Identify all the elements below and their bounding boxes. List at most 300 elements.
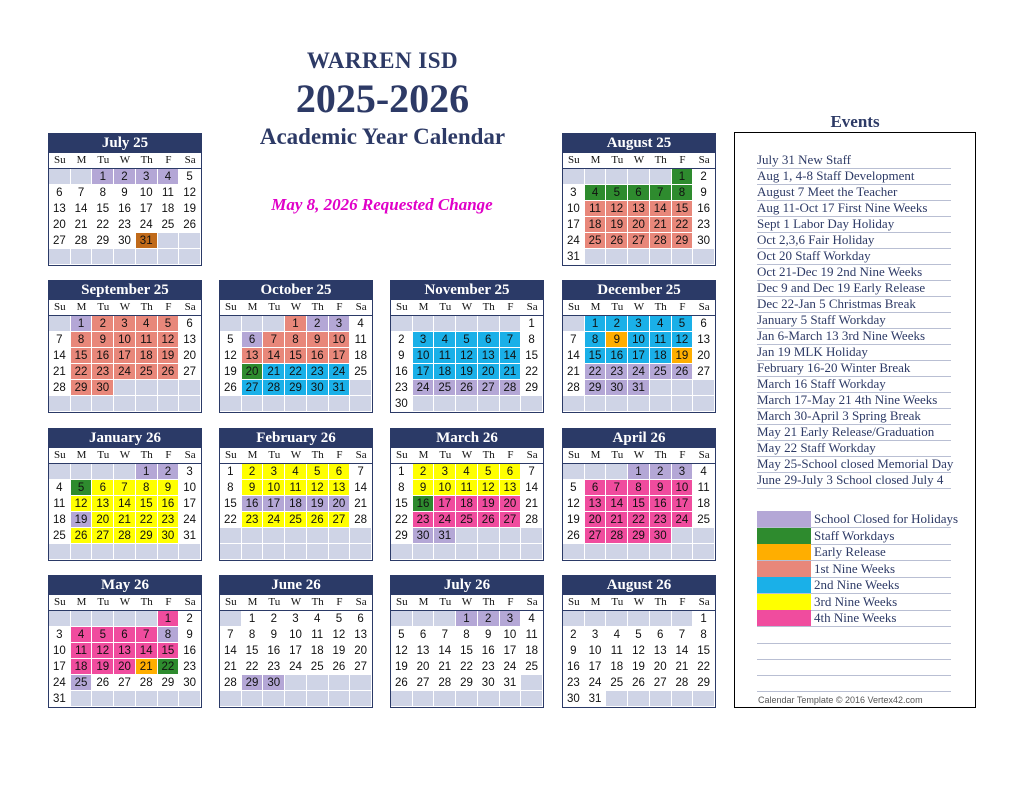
day-cell: 18 — [521, 643, 543, 659]
weekday-header: Tu — [606, 448, 628, 464]
empty-cell — [563, 169, 585, 185]
day-cell: 3 — [285, 611, 307, 627]
day-cell: 21 — [263, 364, 285, 380]
empty-cell — [478, 691, 500, 707]
day-cell: 1 — [391, 464, 413, 480]
legend-item — [757, 511, 959, 528]
day-cell: 1 — [521, 316, 543, 332]
weekday-header: Su — [49, 300, 71, 316]
day-cell: 23 — [114, 217, 136, 233]
empty-cell — [49, 249, 71, 265]
day-cell: 17 — [413, 364, 435, 380]
day-cell: 5 — [391, 627, 413, 643]
day-cell: 25 — [158, 217, 180, 233]
day-cell: 16 — [563, 659, 585, 675]
empty-cell — [606, 396, 628, 412]
day-cell: 31 — [434, 528, 456, 544]
day-cell: 12 — [220, 348, 242, 364]
day-cell: 10 — [563, 201, 585, 217]
day-cell: 3 — [114, 316, 136, 332]
legend-label: 1st Nine Weeks — [814, 560, 896, 576]
empty-cell — [434, 316, 456, 332]
day-cell: 12 — [628, 643, 650, 659]
day-cell: 10 — [672, 480, 694, 496]
empty-cell — [158, 544, 180, 560]
weekday-header: Sa — [179, 595, 201, 611]
event-item: Jan 19 MLK Holiday — [757, 344, 951, 361]
day-cell: 31 — [563, 249, 585, 265]
empty-cell — [563, 544, 585, 560]
day-cell: 2 — [179, 611, 201, 627]
empty-cell — [693, 380, 715, 396]
day-cell: 9 — [563, 643, 585, 659]
day-cell: 13 — [693, 332, 715, 348]
day-cell: 22 — [585, 364, 607, 380]
day-cell: 18 — [434, 364, 456, 380]
event-item: Aug 1, 4-8 Staff Development — [757, 168, 951, 185]
empty-cell — [521, 396, 543, 412]
empty-cell — [606, 464, 628, 480]
empty-cell — [136, 544, 158, 560]
day-cell: 15 — [71, 348, 93, 364]
day-cell: 3 — [585, 627, 607, 643]
day-cell: 30 — [563, 691, 585, 707]
note-line — [757, 675, 951, 676]
day-cell: 1 — [693, 611, 715, 627]
day-cell: 2 — [650, 464, 672, 480]
empty-cell — [672, 249, 694, 265]
month-title: May 26 — [49, 576, 201, 595]
day-cell: 24 — [563, 233, 585, 249]
event-item: Jan 6-March 13 3rd Nine Weeks — [757, 328, 951, 345]
day-cell: 26 — [307, 512, 329, 528]
day-cell: 17 — [49, 659, 71, 675]
day-cell: 11 — [285, 480, 307, 496]
day-cell: 15 — [628, 496, 650, 512]
day-cell: 11 — [650, 332, 672, 348]
day-cell: 12 — [563, 496, 585, 512]
title-block — [215, 48, 550, 150]
day-cell: 19 — [391, 659, 413, 675]
day-cell: 22 — [456, 659, 478, 675]
weekday-header: M — [242, 300, 264, 316]
month-july-25 — [48, 133, 202, 266]
day-cell: 25 — [606, 675, 628, 691]
day-cell: 22 — [521, 364, 543, 380]
day-cell: 1 — [242, 611, 264, 627]
day-cell: 26 — [179, 217, 201, 233]
legend-swatch — [757, 610, 811, 626]
empty-cell — [49, 544, 71, 560]
day-cell: 29 — [158, 675, 180, 691]
weekday-header: F — [158, 595, 180, 611]
legend-item — [757, 528, 951, 545]
weekday-header: M — [585, 448, 607, 464]
day-cell: 28 — [563, 380, 585, 396]
day-cell: 2 — [92, 316, 114, 332]
weekday-header: Su — [220, 448, 242, 464]
empty-cell — [478, 396, 500, 412]
event-item: Dec 22-Jan 5 Christmas Break — [757, 296, 951, 313]
day-cell: 26 — [391, 675, 413, 691]
day-cell: 13 — [413, 643, 435, 659]
day-cell: 21 — [220, 659, 242, 675]
day-cell: 25 — [456, 512, 478, 528]
day-cell: 1 — [285, 316, 307, 332]
weekday-header: F — [500, 448, 522, 464]
weekday-header: Th — [136, 300, 158, 316]
day-cell: 14 — [136, 643, 158, 659]
day-cell: 4 — [49, 480, 71, 496]
empty-cell — [672, 611, 694, 627]
day-cell: 7 — [49, 332, 71, 348]
empty-cell — [136, 611, 158, 627]
empty-cell — [49, 316, 71, 332]
day-cell: 17 — [136, 201, 158, 217]
month-march-26 — [390, 428, 544, 561]
weekday-header: Sa — [693, 448, 715, 464]
day-cell: 10 — [136, 185, 158, 201]
day-cell: 30 — [307, 380, 329, 396]
empty-cell — [628, 611, 650, 627]
day-cell: 11 — [585, 201, 607, 217]
empty-cell — [329, 528, 351, 544]
day-cell: 30 — [650, 528, 672, 544]
day-cell: 10 — [628, 332, 650, 348]
empty-cell — [500, 544, 522, 560]
empty-cell — [242, 528, 264, 544]
empty-cell — [650, 249, 672, 265]
weekday-header: F — [672, 300, 694, 316]
day-cell: 20 — [500, 496, 522, 512]
weekday-header: Th — [307, 300, 329, 316]
day-cell: 22 — [158, 659, 180, 675]
day-cell: 5 — [179, 169, 201, 185]
empty-cell — [585, 464, 607, 480]
weekday-header: Th — [478, 300, 500, 316]
day-cell: 6 — [585, 480, 607, 496]
weekday-header: F — [500, 300, 522, 316]
empty-cell — [672, 380, 694, 396]
day-cell: 1 — [585, 316, 607, 332]
empty-cell — [391, 691, 413, 707]
day-cell: 4 — [650, 316, 672, 332]
day-cell: 20 — [114, 659, 136, 675]
day-cell: 7 — [220, 627, 242, 643]
empty-cell — [71, 691, 93, 707]
day-cell: 12 — [307, 480, 329, 496]
day-cell: 18 — [585, 217, 607, 233]
day-cell: 5 — [158, 316, 180, 332]
weekday-header: W — [114, 153, 136, 169]
weekday-header: M — [585, 153, 607, 169]
legend-swatch — [757, 594, 811, 610]
day-cell: 19 — [563, 512, 585, 528]
day-cell: 12 — [391, 643, 413, 659]
empty-cell — [179, 380, 201, 396]
empty-cell — [672, 528, 694, 544]
empty-cell — [114, 396, 136, 412]
day-cell: 21 — [434, 659, 456, 675]
day-cell: 7 — [136, 627, 158, 643]
day-cell: 10 — [434, 480, 456, 496]
day-cell: 7 — [672, 627, 694, 643]
event-item: May 21 Early Release/Graduation — [757, 424, 951, 441]
weekday-header: Tu — [92, 300, 114, 316]
day-cell: 21 — [350, 496, 372, 512]
day-cell: 11 — [434, 348, 456, 364]
day-cell: 29 — [693, 675, 715, 691]
day-cell: 15 — [220, 496, 242, 512]
day-cell: 19 — [478, 496, 500, 512]
day-cell: 27 — [350, 659, 372, 675]
day-cell: 31 — [628, 380, 650, 396]
weekday-header: Th — [478, 448, 500, 464]
legend-label: 2nd Nine Weeks — [814, 577, 900, 592]
day-cell: 6 — [413, 627, 435, 643]
empty-cell — [179, 233, 201, 249]
day-cell: 4 — [693, 464, 715, 480]
day-cell: 26 — [329, 659, 351, 675]
day-cell: 29 — [285, 380, 307, 396]
day-cell: 30 — [179, 675, 201, 691]
day-cell: 14 — [49, 348, 71, 364]
empty-cell — [114, 544, 136, 560]
day-cell: 22 — [71, 364, 93, 380]
month-title: April 26 — [563, 429, 715, 448]
weekday-header: W — [628, 153, 650, 169]
empty-cell — [693, 396, 715, 412]
day-cell: 22 — [693, 659, 715, 675]
weekday-header: F — [672, 595, 694, 611]
day-cell: 30 — [693, 233, 715, 249]
day-cell: 22 — [136, 512, 158, 528]
day-cell: 16 — [114, 201, 136, 217]
weekday-header: F — [329, 300, 351, 316]
empty-cell — [628, 249, 650, 265]
legend-label: Early Release — [814, 544, 886, 559]
events-panel — [734, 132, 976, 708]
day-cell: 19 — [329, 643, 351, 659]
day-cell: 30 — [263, 675, 285, 691]
day-cell: 8 — [391, 480, 413, 496]
day-cell: 13 — [92, 496, 114, 512]
weekday-header: W — [456, 595, 478, 611]
day-cell: 13 — [650, 643, 672, 659]
day-cell: 6 — [329, 464, 351, 480]
weekday-header: Th — [650, 595, 672, 611]
day-cell: 10 — [263, 480, 285, 496]
day-cell: 24 — [179, 512, 201, 528]
legend-swatch — [757, 561, 811, 577]
day-cell: 20 — [179, 348, 201, 364]
weekday-header: M — [242, 595, 264, 611]
day-cell: 5 — [456, 332, 478, 348]
day-cell: 29 — [242, 675, 264, 691]
day-cell: 23 — [413, 512, 435, 528]
day-cell: 28 — [521, 512, 543, 528]
day-cell: 23 — [92, 364, 114, 380]
empty-cell — [478, 528, 500, 544]
event-item: June 29-July 3 School closed July 4 — [757, 472, 951, 489]
day-cell: 5 — [329, 611, 351, 627]
day-cell: 2 — [413, 464, 435, 480]
month-grid — [391, 448, 543, 560]
empty-cell — [158, 691, 180, 707]
day-cell: 25 — [585, 233, 607, 249]
day-cell: 1 — [158, 611, 180, 627]
event-item: February 16-20 Winter Break — [757, 360, 951, 377]
empty-cell — [307, 528, 329, 544]
weekday-header: Su — [49, 595, 71, 611]
empty-cell — [263, 528, 285, 544]
day-cell: 3 — [563, 185, 585, 201]
empty-cell — [500, 396, 522, 412]
day-cell: 15 — [92, 201, 114, 217]
empty-cell — [563, 316, 585, 332]
empty-cell — [585, 544, 607, 560]
weekday-header: Tu — [434, 300, 456, 316]
day-cell: 6 — [49, 185, 71, 201]
day-cell: 3 — [49, 627, 71, 643]
month-grid — [49, 448, 201, 560]
month-grid — [220, 595, 372, 707]
day-cell: 29 — [456, 675, 478, 691]
event-item: May 25-School closed Memorial Day — [757, 456, 954, 471]
day-cell: 9 — [307, 332, 329, 348]
empty-cell — [413, 396, 435, 412]
template-credit: Calendar Template © 2016 Vertex42.com — [758, 695, 923, 705]
day-cell: 22 — [92, 217, 114, 233]
day-cell: 14 — [350, 480, 372, 496]
weekday-header: Sa — [521, 595, 543, 611]
day-cell: 28 — [49, 380, 71, 396]
empty-cell — [179, 544, 201, 560]
day-cell: 28 — [650, 233, 672, 249]
weekday-header: Tu — [606, 153, 628, 169]
day-cell: 2 — [693, 169, 715, 185]
month-january-26 — [48, 428, 202, 561]
event-item: July 31 New Staff — [757, 152, 951, 169]
day-cell: 2 — [158, 464, 180, 480]
empty-cell — [263, 396, 285, 412]
event-item: August 7 Meet the Teacher — [757, 184, 951, 201]
weekday-header: Th — [136, 153, 158, 169]
day-cell: 27 — [628, 233, 650, 249]
day-cell: 17 — [114, 348, 136, 364]
day-cell: 23 — [263, 659, 285, 675]
day-cell: 18 — [136, 348, 158, 364]
day-cell: 19 — [307, 496, 329, 512]
day-cell: 8 — [158, 627, 180, 643]
day-cell: 16 — [693, 201, 715, 217]
empty-cell — [136, 249, 158, 265]
weekday-header: M — [585, 595, 607, 611]
empty-cell — [693, 528, 715, 544]
empty-cell — [350, 380, 372, 396]
month-title: August 25 — [563, 134, 715, 153]
empty-cell — [391, 611, 413, 627]
day-cell: 27 — [114, 675, 136, 691]
day-cell: 11 — [158, 185, 180, 201]
day-cell: 22 — [672, 217, 694, 233]
day-cell: 23 — [563, 675, 585, 691]
day-cell: 13 — [478, 348, 500, 364]
empty-cell — [263, 691, 285, 707]
day-cell: 14 — [672, 643, 694, 659]
weekday-header: W — [456, 300, 478, 316]
empty-cell — [114, 611, 136, 627]
day-cell: 4 — [606, 627, 628, 643]
day-cell: 30 — [92, 380, 114, 396]
day-cell: 16 — [650, 496, 672, 512]
day-cell: 5 — [628, 627, 650, 643]
month-august-26 — [562, 575, 716, 708]
day-cell: 6 — [350, 611, 372, 627]
day-cell: 24 — [585, 675, 607, 691]
month-title: July 26 — [391, 576, 543, 595]
month-title: June 26 — [220, 576, 372, 595]
day-cell: 5 — [220, 332, 242, 348]
day-cell: 24 — [49, 675, 71, 691]
day-cell: 8 — [672, 185, 694, 201]
month-grid — [563, 595, 715, 707]
weekday-header: M — [413, 448, 435, 464]
day-cell: 14 — [114, 496, 136, 512]
empty-cell — [563, 464, 585, 480]
empty-cell — [92, 544, 114, 560]
day-cell: 1 — [220, 464, 242, 480]
day-cell: 25 — [650, 364, 672, 380]
empty-cell — [350, 691, 372, 707]
day-cell: 30 — [158, 528, 180, 544]
weekday-header: Sa — [350, 448, 372, 464]
day-cell: 3 — [179, 464, 201, 480]
weekday-header: Tu — [434, 595, 456, 611]
day-cell: 16 — [478, 643, 500, 659]
month-june-26 — [219, 575, 373, 708]
empty-cell — [650, 611, 672, 627]
day-cell: 3 — [434, 464, 456, 480]
day-cell: 31 — [179, 528, 201, 544]
weekday-header: M — [413, 595, 435, 611]
month-february-26 — [219, 428, 373, 561]
weekday-header: F — [158, 300, 180, 316]
day-cell: 11 — [350, 332, 372, 348]
day-cell: 15 — [585, 348, 607, 364]
day-cell: 24 — [263, 512, 285, 528]
day-cell: 14 — [71, 201, 93, 217]
day-cell: 24 — [628, 364, 650, 380]
event-item: Oct 21-Dec 19 2nd Nine Weeks — [757, 264, 951, 281]
event-item: May 22 Staff Workday — [757, 440, 951, 457]
day-cell: 24 — [500, 659, 522, 675]
day-cell: 4 — [350, 316, 372, 332]
empty-cell — [606, 544, 628, 560]
weekday-header: W — [114, 300, 136, 316]
day-cell: 14 — [650, 201, 672, 217]
day-cell: 21 — [672, 659, 694, 675]
day-cell: 5 — [606, 185, 628, 201]
day-cell: 13 — [114, 643, 136, 659]
day-cell: 21 — [650, 217, 672, 233]
day-cell: 22 — [628, 512, 650, 528]
day-cell: 6 — [92, 480, 114, 496]
month-grid — [49, 153, 201, 265]
empty-cell — [158, 380, 180, 396]
day-cell: 8 — [92, 185, 114, 201]
day-cell: 25 — [307, 659, 329, 675]
